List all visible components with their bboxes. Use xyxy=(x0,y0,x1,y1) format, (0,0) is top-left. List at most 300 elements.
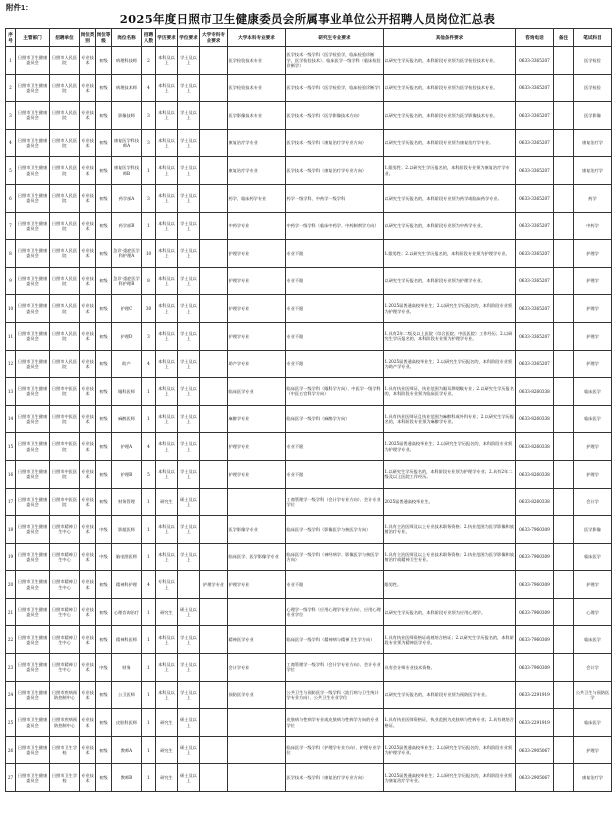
table-cell: 专业技术 xyxy=(80,516,96,544)
table-cell: 专业技术 xyxy=(80,267,96,295)
table-cell: 护理学 xyxy=(574,322,612,350)
table-cell: 12 xyxy=(6,350,16,378)
table-cell: 11 xyxy=(6,322,16,350)
header-cell: 招聘单位 xyxy=(50,29,80,47)
table-cell xyxy=(200,157,228,185)
table-cell: 0633-3365207 xyxy=(516,102,554,130)
table-cell: 0633-7960309 xyxy=(516,598,554,626)
table-cell: 1.限男性；2.以研究生学历报名的，本科阶段专业须为康复治疗学专业。 xyxy=(384,157,516,185)
table-cell: 学士及以上 xyxy=(178,157,200,185)
table-cell: 0633-8260338 xyxy=(516,405,554,433)
table-cell: 0633-8260338 xyxy=(516,460,554,488)
table-cell xyxy=(554,571,574,599)
table-cell xyxy=(554,157,574,185)
table-cell xyxy=(554,543,574,571)
table-cell: 1.具有主治医师及以上专业技术职务资格；2.执业范围为医学影像和放射治疗或精神卫生专业。 xyxy=(384,543,516,571)
table-cell xyxy=(200,74,228,102)
table-row xyxy=(6,571,612,599)
table-cell: 限男性。 xyxy=(384,571,516,599)
table-cell: 医学检验 xyxy=(574,47,612,75)
table-cell: 0633-3365207 xyxy=(516,267,554,295)
table-cell: 日照市精神卫生中心 xyxy=(50,571,80,599)
table-cell: 专业技术 xyxy=(80,460,96,488)
table-cell: 1.具有执业医师资格证或规培合格证；2.以研究生学历报名的，本科阶段专业须为精神医学专业。 xyxy=(384,626,516,654)
table-cell: 护理C xyxy=(112,295,142,323)
table-cell: 初级 xyxy=(96,295,112,323)
table-row xyxy=(6,350,612,378)
table-cell: 预防医学专业 xyxy=(228,681,286,709)
table-cell: 心理学一级学科（应用心理学专业方向）、应用心理专业学位 xyxy=(286,598,384,626)
table-cell: 0633-3365207 xyxy=(516,212,554,240)
table-cell: 康复治疗学 xyxy=(574,157,612,185)
table-cell: 临床医学一级学科（护理学专业方向）、护理专业学位 xyxy=(286,736,384,764)
table-cell: 工商管理学一级学科（会计学专业方向）、会计专业学位 xyxy=(286,488,384,516)
table-cell: 日照市卫生健康委员会 xyxy=(16,47,50,75)
table-cell: 0633-3365207 xyxy=(516,47,554,75)
table-cell: 日照市卫生健康委员会 xyxy=(16,571,50,599)
table-cell: 药学部A xyxy=(112,184,142,212)
table-cell: 康复医学科技师A xyxy=(112,129,142,157)
table-cell xyxy=(228,764,286,792)
table-cell: 本科及以上 xyxy=(156,129,178,157)
table-cell: 日照市卫生健康委员会 xyxy=(16,350,50,378)
table-cell: 以研究生学历报名的，本科阶段专业须为医学检验技术专业。 xyxy=(384,47,516,75)
table-cell: 具有会计师专业技术资格。 xyxy=(384,654,516,682)
table-cell: 本科及以上 xyxy=(156,184,178,212)
table-cell: 护理学专业 xyxy=(200,571,228,599)
table-cell: 临床医学 xyxy=(574,543,612,571)
table-cell: 财务 xyxy=(112,654,142,682)
table-cell: 心理学 xyxy=(574,598,612,626)
table-row xyxy=(6,212,612,240)
table-cell: 临床医学一级学科（麻醉学方向） xyxy=(286,405,384,433)
table-cell: 以研究生学历报名的，本科阶段专业须为康复治疗学专业。 xyxy=(384,129,516,157)
table-cell: 康复医学科技师B xyxy=(112,157,142,185)
table-cell xyxy=(228,709,286,737)
table-cell: 本科及以上 xyxy=(156,543,178,571)
table-cell: 2025届普通高校毕业生。 xyxy=(384,488,516,516)
table-cell: 临床医学一级学科（精神病与精神卫生学方向） xyxy=(286,626,384,654)
table-cell: 学士及以上 xyxy=(178,267,200,295)
table-cell: 3 xyxy=(142,184,156,212)
table-cell: 1.具有执业医师资格证，执业范围为皮肤病与性病专业；2.具有规培合格证。 xyxy=(384,709,516,737)
table-row xyxy=(6,378,612,406)
table-cell: 中药学 xyxy=(574,212,612,240)
table-row xyxy=(6,460,612,488)
table-cell: 硕士及以上 xyxy=(178,488,200,516)
table-cell xyxy=(554,736,574,764)
table-cell: 1 xyxy=(6,47,16,75)
table-cell: 学士及以上 xyxy=(178,654,200,682)
table-cell xyxy=(200,240,228,268)
table-cell: 专业技术 xyxy=(80,571,96,599)
table-cell: 临床医学一级学科（影像医学与核医学方向） xyxy=(286,516,384,544)
table-cell: 日照市卫生健康委员会 xyxy=(16,267,50,295)
table-cell: 以研究生学历报名的，本科阶段专业须为中药学专业。 xyxy=(384,212,516,240)
table-cell xyxy=(200,654,228,682)
table-cell: 专业不限 xyxy=(286,571,384,599)
table-cell xyxy=(200,516,228,544)
table-cell xyxy=(200,267,228,295)
table-cell: 日照市卫生健康委员会 xyxy=(16,405,50,433)
table-cell xyxy=(228,488,286,516)
table-cell: 日照市人民医院 xyxy=(50,350,80,378)
table-cell xyxy=(200,378,228,406)
table-cell: 1 xyxy=(142,543,156,571)
table-cell: 本科及以上 xyxy=(156,157,178,185)
table-cell: 学士及以上 xyxy=(178,184,200,212)
table-cell: 会计学 xyxy=(574,488,612,516)
table-cell: 日照市精神卫生中心 xyxy=(50,626,80,654)
header-cell: 笔试科目 xyxy=(574,29,612,47)
table-cell: 医学技术一级学科（康复治疗学专业方向） xyxy=(286,157,384,185)
table-cell: 3 xyxy=(142,129,156,157)
table-cell: 本科及以上 xyxy=(156,74,178,102)
table-row xyxy=(6,322,612,350)
table-cell: 会计学 xyxy=(574,654,612,682)
table-cell xyxy=(554,654,574,682)
header-cell: 研究生专业要求 xyxy=(286,29,384,47)
table-cell: 护理学 xyxy=(574,295,612,323)
table-cell: 医学检验 xyxy=(574,74,612,102)
table-cell: 本科及以上 xyxy=(156,626,178,654)
table-cell: 0633-3365207 xyxy=(516,184,554,212)
table-cell: 初级 xyxy=(96,736,112,764)
table-cell: 学士及以上 xyxy=(178,405,200,433)
table-cell: 初级 xyxy=(96,460,112,488)
table-cell: 专业技术 xyxy=(80,378,96,406)
table-cell: 学士及以上 xyxy=(178,543,200,571)
table-cell: 药学 xyxy=(574,184,612,212)
table-cell: 20 xyxy=(6,571,16,599)
table-cell: 13 xyxy=(6,378,16,406)
table-cell: 18 xyxy=(6,516,16,544)
table-cell: 0633-7960309 xyxy=(516,543,554,571)
table-cell: 日照市卫生健康委员会 xyxy=(16,460,50,488)
table-row xyxy=(6,184,612,212)
table-cell: 临床医学一级学科（眼科学方向）、中医学一级学科（中医五官科学方向） xyxy=(286,378,384,406)
table-cell: 本科及以上 xyxy=(156,350,178,378)
table-cell xyxy=(200,626,228,654)
table-cell: 0633-7960309 xyxy=(516,626,554,654)
table-cell: 4 xyxy=(142,433,156,461)
header-cell: 岗位等级 xyxy=(96,29,112,47)
table-cell xyxy=(554,433,574,461)
table-row xyxy=(6,47,612,75)
table-cell: 0633-8260338 xyxy=(516,433,554,461)
table-cell: 专业技术 xyxy=(80,240,96,268)
table-cell: 专业技术 xyxy=(80,129,96,157)
table-cell: 护理D xyxy=(112,322,142,350)
table-cell: 临床医学 xyxy=(574,378,612,406)
table-cell: 研究生 xyxy=(156,598,178,626)
table-cell: 日照市卫生健康委员会 xyxy=(16,736,50,764)
table-cell: 中级 xyxy=(96,516,112,544)
header-cell: 大学专科专业要求 xyxy=(200,29,228,47)
table-cell: 专业技术 xyxy=(80,102,96,130)
table-cell: 学士及以上 xyxy=(178,378,200,406)
table-cell: 1.具有2年二级及以上医院（综合医院、中医医院）工作经历；2.以研究生学历报名的，本科阶段专业须为护理学专业。 xyxy=(384,322,516,350)
table-cell: 日照市卫生健康委员会 xyxy=(16,709,50,737)
table-cell: 助产学专业 xyxy=(228,350,286,378)
table-cell xyxy=(200,322,228,350)
table-cell: 护理学 xyxy=(574,240,612,268)
table-cell xyxy=(554,764,574,792)
table-cell: 财务管理 xyxy=(112,488,142,516)
table-cell: 专业不限 xyxy=(286,433,384,461)
table-cell: 19 xyxy=(6,543,16,571)
table-cell: 硕士及以上 xyxy=(178,598,200,626)
table-cell xyxy=(554,267,574,295)
table-cell: 1.以研究生学历报名的，本科阶段专业须为护理学专业；2.具有2年二级及以上医院工作经历。 xyxy=(384,460,516,488)
table-cell: 皮肤科医师 xyxy=(112,709,142,737)
table-cell: 本科及以上 xyxy=(156,460,178,488)
header-cell: 岗位名称 xyxy=(112,29,142,47)
table-cell: 护理学 xyxy=(574,736,612,764)
table-cell: 1 xyxy=(142,626,156,654)
table-cell xyxy=(200,460,228,488)
table-cell xyxy=(200,764,228,792)
table-cell: 心理咨询治疗 xyxy=(112,598,142,626)
table-cell: 8 xyxy=(142,267,156,295)
table-cell xyxy=(554,460,574,488)
table-cell: 学士及以上 xyxy=(178,516,200,544)
table-cell: 学士及以上 xyxy=(178,47,200,75)
table-cell: 药学一级学科、中药学一级学科 xyxy=(286,184,384,212)
table-cell: 日照市中医医院 xyxy=(50,405,80,433)
table-cell: 医学技术一级学科（康复治疗学专业方向） xyxy=(286,764,384,792)
table-cell: 初级 xyxy=(96,433,112,461)
table-cell: 初级 xyxy=(96,129,112,157)
table-cell: 日照市人民医院 xyxy=(50,47,80,75)
table-cell: 日照市卫生健康委员会 xyxy=(16,157,50,185)
table-cell: 0633-7960309 xyxy=(516,571,554,599)
table-cell xyxy=(554,129,574,157)
table-cell: 医学技术一级学科（医学检验学，临床检验诊断学，医学检验技术）、临床医学一级学科（临床检验诊断学） xyxy=(286,47,384,75)
table-cell: 护理学专业 xyxy=(228,295,286,323)
table-cell: 以研究生学历报名的，本科阶段专业须为预防医学专业。 xyxy=(384,681,516,709)
table-cell: 4 xyxy=(142,571,156,599)
table-cell: 急诊·重症医学科护理A xyxy=(112,240,142,268)
table-cell: 1 xyxy=(142,681,156,709)
table-cell: 0633-2905067 xyxy=(516,736,554,764)
table-cell xyxy=(200,102,228,130)
table-cell: 临床医学 xyxy=(574,709,612,737)
table-cell: 1.2025届普通高校毕业生；2.以研究生学历报名的，本科阶段专业须为护理学专业。 xyxy=(384,295,516,323)
table-cell: 康复治疗学专业 xyxy=(228,157,286,185)
table-row xyxy=(6,267,612,295)
table-cell xyxy=(554,322,574,350)
table-cell: 中药学一级学科（临床中药学、中药制剂学方向） xyxy=(286,212,384,240)
table-cell: 学士及以上 xyxy=(178,350,200,378)
table-cell: 本科及以上 xyxy=(156,212,178,240)
table-cell: 初级 xyxy=(96,488,112,516)
table-cell: 21 xyxy=(6,598,16,626)
table-cell: 日照市卫生健康委员会 xyxy=(16,378,50,406)
table-cell xyxy=(200,736,228,764)
table-cell: 药学部B xyxy=(112,212,142,240)
table-cell: 5 xyxy=(6,157,16,185)
table-row xyxy=(6,543,612,571)
table-row xyxy=(6,626,612,654)
header-cell: 学历要求 xyxy=(156,29,178,47)
table-cell: 医学影像 xyxy=(574,516,612,544)
table-cell: 日照市精神卫生中心 xyxy=(50,543,80,571)
table-cell xyxy=(554,681,574,709)
table-cell xyxy=(200,350,228,378)
table-cell: 专业技术 xyxy=(80,681,96,709)
table-cell: 专业不限 xyxy=(286,322,384,350)
table-cell: 康复治疗学 xyxy=(574,129,612,157)
table-cell: 初级 xyxy=(96,322,112,350)
table-cell: 皮肤病与性病学专业或皮肤病与性病学方向的专业学位 xyxy=(286,709,384,737)
table-cell: 日照市精神卫生中心 xyxy=(50,654,80,682)
table-cell: 日照市疾病预防控制中心 xyxy=(50,709,80,737)
table-cell: 1 xyxy=(142,764,156,792)
table-cell: 以研究生学历报名的，本科阶段专业须为药学或临床药学专业。 xyxy=(384,184,516,212)
table-cell: 专业技术 xyxy=(80,543,96,571)
table-cell: 1.2025届普通高校毕业生；2.以研究生学历报名的，本科阶段专业须为助产学专业。 xyxy=(384,350,516,378)
table-cell: 护理学专业 xyxy=(228,267,286,295)
table-row xyxy=(6,433,612,461)
table-cell: 1.限男性；2.以研究生学历报名的，本科阶段专业须为护理学专业。 xyxy=(384,240,516,268)
table-cell: 14 xyxy=(6,405,16,433)
table-cell: 初级 xyxy=(96,681,112,709)
table-cell: 初级 xyxy=(96,184,112,212)
table-cell: 日照市中医医院 xyxy=(50,460,80,488)
table-cell: 日照市卫生健康委员会 xyxy=(16,102,50,130)
table-cell: 初级 xyxy=(96,212,112,240)
table-cell: 专业技术 xyxy=(80,47,96,75)
table-cell: 初级 xyxy=(96,764,112,792)
table-cell: 日照市卫生健康委员会 xyxy=(16,681,50,709)
table-cell: 硕士及以上 xyxy=(178,764,200,792)
table-cell: 7 xyxy=(6,212,16,240)
table-cell: 1.具有主治医师及以上专业技术职务资格；2.执业范围为医学影像和放射治疗专业。 xyxy=(384,516,516,544)
table-cell: 0633-7960309 xyxy=(516,516,554,544)
table-cell: 本科及以上 xyxy=(156,681,178,709)
table-cell: 专业技术 xyxy=(80,350,96,378)
table-cell: 0633-8260338 xyxy=(516,378,554,406)
table-cell: 医学技术一级学科（医学影像技术方向） xyxy=(286,102,384,130)
table-cell: 10 xyxy=(142,240,156,268)
header-cell: 咨询电话 xyxy=(516,29,554,47)
table-cell: 康复治疗学 xyxy=(574,764,612,792)
table-cell: 0633-3365207 xyxy=(516,350,554,378)
table-row xyxy=(6,129,612,157)
table-cell: 护理学专业 xyxy=(228,460,286,488)
table-cell: 专业技术 xyxy=(80,709,96,737)
table-cell: 初级 xyxy=(96,74,112,102)
table-cell: 本科及以上 xyxy=(156,433,178,461)
table-cell: 日照市精神卫生中心 xyxy=(50,516,80,544)
table-cell xyxy=(200,598,228,626)
table-cell: 0633-8260338 xyxy=(516,488,554,516)
table-cell: 专业技术 xyxy=(80,736,96,764)
table-cell: 日照市卫生健康委员会 xyxy=(16,212,50,240)
table-cell: 4 xyxy=(142,350,156,378)
table-cell: 本科及以上 xyxy=(156,47,178,75)
table-cell: 专业技术 xyxy=(80,74,96,102)
table-cell: 初级 xyxy=(96,240,112,268)
table-cell: 日照市卫生健康委员会 xyxy=(16,184,50,212)
table-cell xyxy=(554,626,574,654)
table-cell: 影像技师 xyxy=(112,102,142,130)
table-cell: 专业不限 xyxy=(286,350,384,378)
table-cell: 日照市中医医院 xyxy=(50,433,80,461)
table-cell: 5 xyxy=(142,460,156,488)
table-cell xyxy=(554,378,574,406)
table-cell: 1 xyxy=(142,654,156,682)
table-cell xyxy=(554,102,574,130)
table-cell xyxy=(554,598,574,626)
table-cell: 教师B xyxy=(112,764,142,792)
table-cell: 精神科护理 xyxy=(112,571,142,599)
table-cell: 1 xyxy=(142,212,156,240)
table-cell: 专业不限 xyxy=(286,295,384,323)
table-cell: 2 xyxy=(142,47,156,75)
table-cell: 10 xyxy=(6,295,16,323)
table-cell: 护理学 xyxy=(574,433,612,461)
table-cell: 专业不限 xyxy=(286,240,384,268)
table-row xyxy=(6,102,612,130)
table-cell: 以研究生学历报名的，本科阶段专业须为应用心理学。 xyxy=(384,598,516,626)
table-cell: 本科及以上 xyxy=(156,378,178,406)
table-cell: 0633-2291919 xyxy=(516,681,554,709)
table-cell: 初级 xyxy=(96,267,112,295)
table-cell: 研究生 xyxy=(156,736,178,764)
table-cell: 医学技术一级学科（康复治疗学专业方向） xyxy=(286,129,384,157)
table-cell: 学士及以上 xyxy=(178,322,200,350)
table-row xyxy=(6,598,612,626)
table-cell: 护理A xyxy=(112,433,142,461)
table-cell: 眼科医师 xyxy=(112,378,142,406)
table-cell: 专业技术 xyxy=(80,184,96,212)
table-cell: 6 xyxy=(6,184,16,212)
table-cell: 护理学专业 xyxy=(228,571,286,599)
table-cell: 学士及以上 xyxy=(178,102,200,130)
table-row xyxy=(6,709,612,737)
table-cell xyxy=(554,184,574,212)
table-cell: 1.2025届普通高校毕业生；2.以研究生学历报名的，本科阶段专业须为护理学专业。 xyxy=(384,736,516,764)
table-cell: 0633-2291919 xyxy=(516,709,554,737)
table-cell: 日照市中医医院 xyxy=(50,378,80,406)
table-cell: 医学技术一级学科（医学检验学，临床检验诊断学） xyxy=(286,74,384,102)
table-cell xyxy=(200,212,228,240)
table-cell: 1 xyxy=(142,157,156,185)
table-cell xyxy=(178,571,200,599)
table-cell xyxy=(200,184,228,212)
table-row xyxy=(6,405,612,433)
table-cell: 专科及以上 xyxy=(156,571,178,599)
table-cell: 学士及以上 xyxy=(178,681,200,709)
table-cell: 初级 xyxy=(96,626,112,654)
table-cell: 本科及以上 xyxy=(156,322,178,350)
table-cell: 专业技术 xyxy=(80,598,96,626)
table-cell: 本科及以上 xyxy=(156,267,178,295)
table-cell: 急诊·重症医学科护理B xyxy=(112,267,142,295)
table-cell xyxy=(554,405,574,433)
table-cell: 1 xyxy=(142,516,156,544)
table-cell: 学士及以上 xyxy=(178,460,200,488)
table-cell: 本科及以上 xyxy=(156,654,178,682)
table-cell: 0633-3365207 xyxy=(516,322,554,350)
table-cell: 医学检验技术专业 xyxy=(228,47,286,75)
table-cell: 日照市人民医院 xyxy=(50,240,80,268)
table-cell xyxy=(200,295,228,323)
table-row xyxy=(6,157,612,185)
table-row xyxy=(6,295,612,323)
